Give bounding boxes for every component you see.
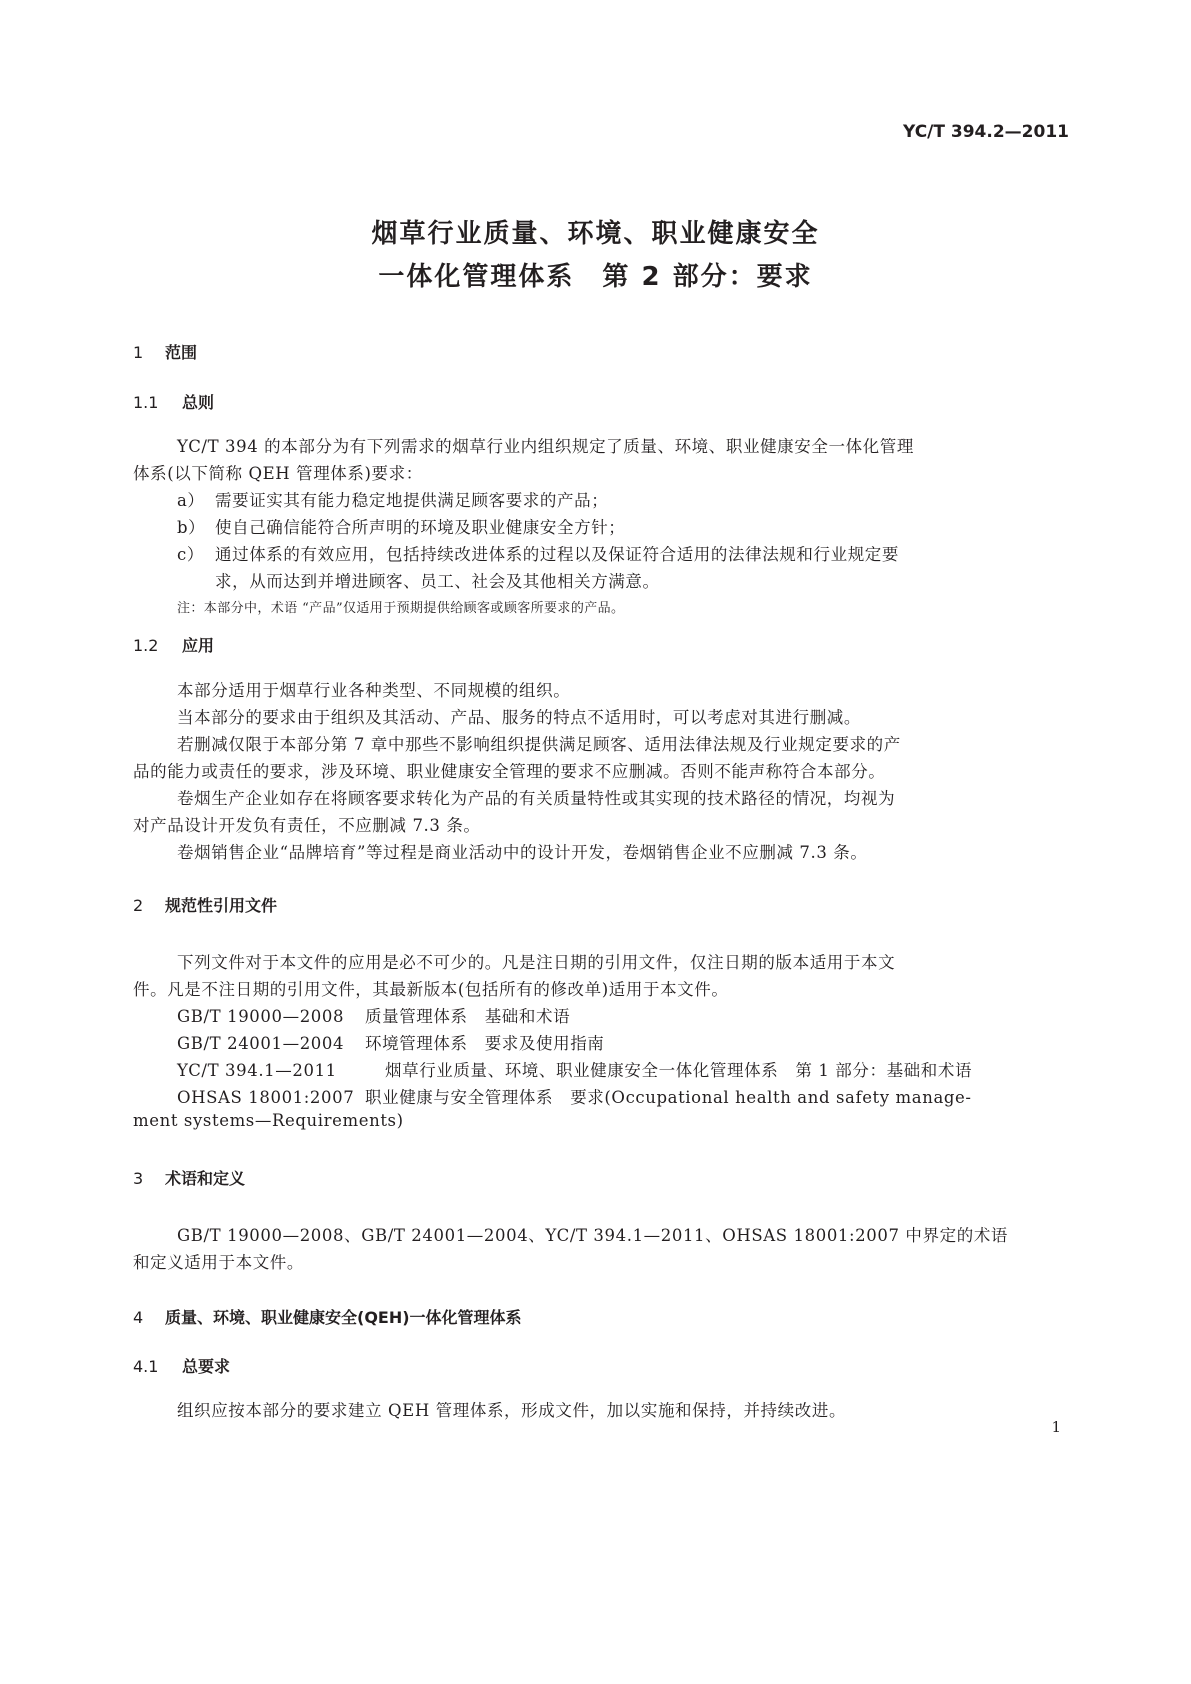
reference-code: YC/T 394.1—2011 (177, 1061, 337, 1080)
paragraph-line: 卷烟销售企业“品牌培育”等过程是商业活动中的设计开发，卷烟销售企业不应删减 7.3 条。 (177, 843, 868, 862)
section-number: 3 (133, 1169, 144, 1188)
reference-item-continued: ment systems—Requirements) (133, 1111, 404, 1130)
section-number: 1.1 (133, 393, 159, 412)
paragraph-line: YC/T 394 的本部分为有下列需求的烟草行业内组织规定了质量、环境、职业健康安全一体化管理 (177, 437, 914, 456)
section-4-1-heading (133, 1354, 230, 1377)
section-title: 总则 (182, 393, 215, 412)
section-1-heading (133, 340, 197, 363)
reference-item (177, 1057, 972, 1081)
section-title: 质量、环境、职业健康安全(QEH)一体化管理体系 (165, 1308, 522, 1327)
list-item-b (177, 514, 625, 538)
reference-title: 环境管理体系 要求及使用指南 (365, 1034, 605, 1053)
page-number: 1 (1051, 1418, 1061, 1436)
reference-item (177, 1084, 972, 1108)
document-title-line-2: 一体化管理体系 第 2 部分：要求 (378, 262, 813, 292)
section-title: 规范性引用文件 (165, 896, 278, 915)
section-number: 4.1 (133, 1357, 159, 1376)
note: 注：本部分中，术语 “产品”仅适用于预期提供给顾客或顾客所要求的产品。 (177, 601, 625, 616)
reference-item (177, 1030, 604, 1054)
list-text: 通过体系的有效应用，包括持续改进体系的过程以及保证符合适用的法律法规和行业规定要 (215, 545, 899, 564)
section-number: 1.2 (133, 636, 159, 655)
section-title: 术语和定义 (165, 1169, 246, 1188)
list-label: c） (177, 545, 204, 564)
paragraph-line: 组织应按本部分的要求建立 QEH 管理体系，形成文件，加以实施和保持，并持续改进。 (177, 1401, 847, 1420)
paragraph-line: 体系(以下简称 QEH 管理体系)要求： (133, 464, 423, 483)
section-number: 1 (133, 343, 144, 362)
reference-item (177, 1003, 570, 1027)
paragraph-line: GB/T 19000—2008、GB/T 24001—2004、YC/T 394.1—2011、OHSAS 18001:2007 中界定的术语 (177, 1226, 1009, 1245)
standard-number: YC/T 394.2—2011 (903, 122, 1069, 142)
paragraph-line: 下列文件对于本文件的应用是必不可少的。凡是注日期的引用文件，仅注日期的版本适用于本文 (177, 953, 896, 972)
section-title: 范围 (165, 343, 198, 362)
paragraph-line: 和定义适用于本文件。 (133, 1253, 304, 1272)
paragraph-line: 对产品设计开发负有责任，不应删减 7.3 条。 (133, 816, 481, 835)
paragraph-line: 若删减仅限于本部分第 7 章中那些不影响组织提供满足顾客、适用法律法规及行业规定要求的产 (177, 735, 901, 754)
paragraph-line: 本部分适用于烟草行业各种类型、不同规模的组织。 (177, 681, 571, 700)
reference-code: OHSAS 18001:2007 (177, 1088, 355, 1107)
paragraph-line: 品的能力或责任的要求，涉及环境、职业健康安全管理的要求不应删减。否则不能声称符合本部分。 (133, 762, 886, 781)
list-text: 需要证实其有能力稳定地提供满足顾客要求的产品； (215, 491, 609, 510)
paragraph-line: 卷烟生产企业如存在将顾客要求转化为产品的有关质量特性或其实现的技术路径的情况，均视为 (177, 789, 896, 808)
list-text: 使自己确信能符合所声明的环境及职业健康安全方针； (215, 518, 626, 537)
section-number: 2 (133, 896, 144, 915)
list-label: b） (177, 518, 206, 537)
list-item-c-continued: 求，从而达到并增进顾客、员工、社会及其他相关方满意。 (215, 572, 660, 591)
paragraph-line: 件。凡是不注日期的引用文件，其最新版本(包括所有的修改单)适用于本文件。 (133, 980, 729, 999)
list-label: a） (177, 491, 205, 510)
reference-code: GB/T 19000—2008 (177, 1007, 345, 1026)
reference-title: 质量管理体系 基础和术语 (365, 1007, 571, 1026)
section-3-heading (133, 1166, 245, 1189)
section-2-heading (133, 893, 277, 916)
reference-title: 烟草行业质量、环境、职业健康安全一体化管理体系 第 1 部分：基础和术语 (385, 1061, 973, 1080)
paragraph-line: 当本部分的要求由于组织及其活动、产品、服务的特点不适用时，可以考虑对其进行删减。 (177, 708, 861, 727)
section-1-2-heading (133, 633, 214, 656)
list-item-c (177, 541, 899, 565)
section-title: 总要求 (182, 1357, 231, 1376)
section-1-1-heading (133, 390, 214, 413)
section-number: 4 (133, 1308, 144, 1327)
section-4-heading (133, 1305, 522, 1328)
document-title-line-1: 烟草行业质量、环境、职业健康安全 (371, 219, 820, 249)
reference-code: GB/T 24001—2004 (177, 1034, 345, 1053)
reference-title: 职业健康与安全管理体系 要求(Occupational health and safety manage- (365, 1088, 972, 1107)
section-title: 应用 (182, 636, 215, 655)
list-item-a (177, 487, 608, 511)
